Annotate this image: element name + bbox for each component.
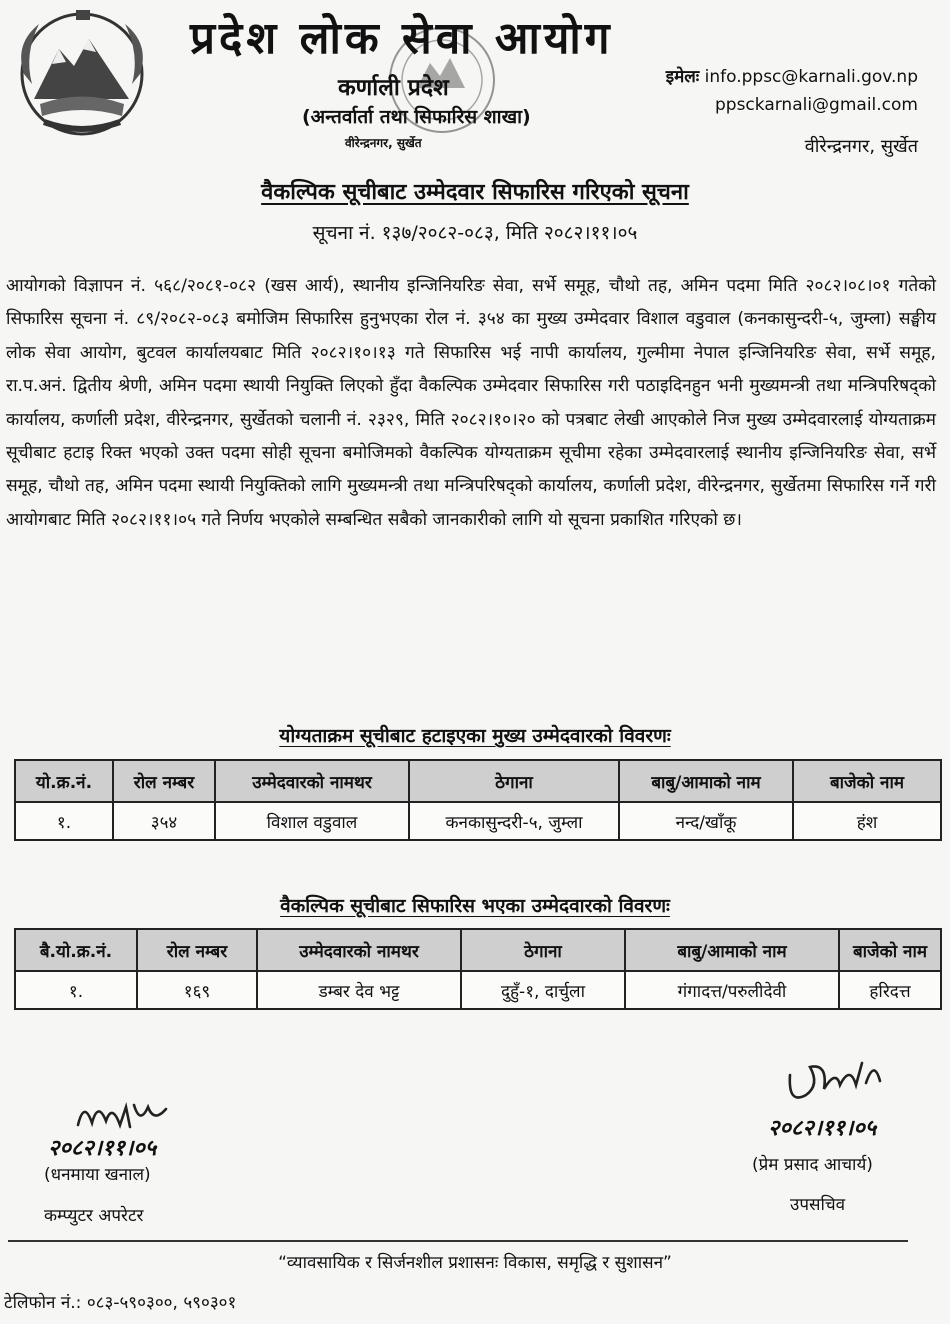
handwritten-signature-right — [780, 1055, 890, 1115]
table-cell: दुहुँ-१, दार्चुला — [461, 971, 625, 1009]
removed-candidates-table — [14, 759, 942, 841]
nepal-emblem-logo — [4, 4, 164, 144]
col-header: बाजेको नाम — [839, 929, 941, 971]
table-cell: १. — [15, 802, 113, 840]
table-row — [15, 802, 941, 840]
table-row — [15, 971, 941, 1009]
table-cell: हंश — [793, 802, 941, 840]
col-header: यो.क्र.नं. — [15, 760, 113, 802]
signer-name-left: (धनमाया खनाल) — [44, 1165, 151, 1185]
removed-section-title: योग्यताक्रम सूचीबाट हटाइएका मुख्य उम्मेदवारको विवरणः — [279, 725, 671, 747]
email-address-1[interactable]: info.ppsc@karnali.gov.np — [704, 67, 918, 87]
col-header: बाजेको नाम — [793, 760, 941, 802]
signer-designation-right: उपसचिव — [790, 1195, 846, 1215]
footer-divider — [8, 1240, 908, 1242]
recommended-section-title: वैकल्पिक सूचीबाट सिफारिस भएका उम्मेदवारको विवरणः — [280, 895, 670, 917]
col-header: उम्मेदवारको नामथर — [257, 929, 461, 971]
table-cell: १६९ — [137, 971, 257, 1009]
col-header: ठेगाना — [461, 929, 625, 971]
location: वीरेन्द्रनगर, सुर्खेत — [804, 136, 918, 157]
table-cell: डम्बर देव भट्ट — [257, 971, 461, 1009]
footer-motto: “व्यावसायिक र सिर्जनशील प्रशासनः विकास, समृद्धि र सुशासन” — [278, 1253, 672, 1273]
footer-phone: टेलिफोन नं.: ०८३-५९०३००, ५९०३०१ — [4, 1293, 237, 1313]
recommended-candidates-table — [14, 928, 942, 1010]
email-address-2[interactable]: ppsckarnali@gmail.com — [714, 95, 918, 115]
table-cell: हरिदत्त — [839, 971, 941, 1009]
signer-designation-left: कम्प्युटर अपरेटर — [44, 1206, 144, 1226]
signature-date-right: २०८२।११।०५ — [768, 1116, 877, 1141]
table-cell: विशाल वडुवाल — [215, 802, 409, 840]
table-cell: कनकासुन्दरी-५, जुम्ला — [409, 802, 619, 840]
seal-place: वीरेन्द्रनगर, सुर्खेत — [345, 136, 422, 150]
email-line-1 — [666, 64, 918, 87]
org-branch: (अन्तर्वार्ता तथा सिफारिस शाखा) — [302, 106, 531, 128]
col-header: बै.यो.क्र.नं. — [15, 929, 137, 971]
col-header: रोल नम्बर — [113, 760, 215, 802]
col-header: ठेगाना — [409, 760, 619, 802]
notice-number: सूचना नं. १३७/२०८२-०८३, मिति २०८२।११।०५ — [312, 222, 638, 244]
table-header-row — [15, 929, 941, 971]
table-header-row — [15, 760, 941, 802]
signature-date-left: २०८२।११।०५ — [48, 1136, 157, 1161]
col-header: बाबु/आमाको नाम — [619, 760, 793, 802]
org-title: प्रदेश लोक सेवा आयोग — [190, 13, 614, 64]
col-header: रोल नम्बर — [137, 929, 257, 971]
notice-body: आयोगको विज्ञापन नं. ५६८/२०८१-०८२ (खस आर्य), स्थानीय इन्जिनियरिङ सेवा, सर्भे समूह, चौथो तह, अमिन पदमा मिति २०८२।०८।०१ गतेको सिफारिस सूचना नं. ८९/२०८२-०८३ बमोजिम सिफारिस हुनुभएका रोल नं. ३५४ का मुख्य उम्मेदवार विशाल वडुवाल (कनकासुन्दरी-५, जुम्ला) सङ्घीय लोक सेवा आयोग, बुटवल कार्यालयबाट मिति २०८२।१०।१३ गते सिफारिस भई नापी कार्यालय, गुल्मीमा नेपाल इन्जिनियरिङ सेवा, सर्भे समूह, रा.प.अनं. द्वितीय श्रेणी, अमिन पदमा स्थायी नियुक्ति लिएको हुँदा वैकल्पिक उम्मेदवार सिफारिस गरी पठाइदिनहुन भनी मुख्यमन्त्री तथा मन्त्रिपरिषद्को कार्यालय, कर्णाली प्रदेश, वीरेन्द्रनगर, सुर्खेतको चलानी नं. २३२९, मिति २०८२।१०।२० को पत्रबाट लेखी आएकोले निज मुख्य उम्मेदवारलाई योग्यताक्रम सूचीबाट हटाइ रिक्त भएको उक्त पदमा सोही सूचना बमोजिमको वैकल्पिक योग्यताक्रम सूचीमा रहेका उम्मेदवारलाई स्थानीय इन्जिनियरिङ सेवा, सर्भे समूह, चौथो तह, अमिन पदमा स्थायी नियुक्तिको लागि मुख्यमन्त्री तथा मन्त्रिपरिषद्को कार्यालय, कर्णाली प्रदेश, वीरेन्द्रनगर, सुर्खेतमा सिफारिस गर्ने गरी आयोगबाट मिति २०८२।११।०५ गते निर्णय भएकोले सम्बन्धित सबैको जानकारीको लागि यो सूचना प्रकाशित गरिएको छ। — [6, 276, 936, 530]
table-cell: १. — [15, 971, 137, 1009]
table-cell: गंगादत्त/परुलीदेवी — [625, 971, 839, 1009]
table-cell: ३५४ — [113, 802, 215, 840]
org-subtitle: कर्णाली प्रदेश — [338, 75, 449, 101]
email-label: इमेलः — [665, 67, 700, 87]
notice-title: वैकल्पिक सूचीबाट उम्मेदवार सिफारिस गरिएको सूचना — [261, 180, 689, 205]
col-header: उम्मेदवारको नामथर — [215, 760, 409, 802]
table-cell: नन्द/खाँकू — [619, 802, 793, 840]
signer-name-right: (प्रेम प्रसाद आचार्य) — [752, 1155, 873, 1175]
col-header: बाबु/आमाको नाम — [625, 929, 839, 971]
